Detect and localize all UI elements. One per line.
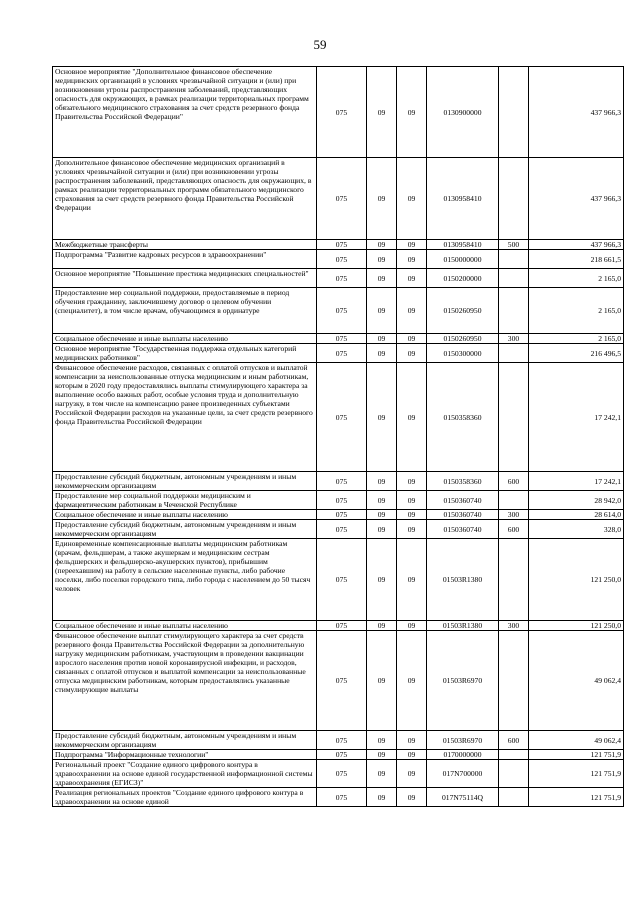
cell-ministry-code: 075 (317, 250, 367, 269)
cell-section: 09 (367, 621, 397, 631)
cell-target-article: 01503R1380 (427, 621, 499, 631)
cell-section: 09 (367, 491, 397, 510)
cell-subsection: 09 (397, 269, 427, 288)
cell-subsection: 09 (397, 363, 427, 472)
cell-name: Финансовое обеспечение расходов, связанных с оплатой отпусков и выплатой компенсации за неиспользованные отпуска медицинским и иным работникам, которым в 2020 году предоставлялись выплаты стимулирующего характера за выполнение особо важных работ, особые условия труда и дополнительную нагрузку, в том числе на компенсацию ранее произведенных субъектами Российской Федерации расходов на указанные цели, за счет средств резервного фонда Правительства Российской Федерации (53, 363, 317, 472)
table-row (53, 269, 624, 288)
cell-amount: 121 751,9 (529, 750, 624, 760)
cell-target-article: 0150300000 (427, 344, 499, 363)
cell-expense-type: 300 (499, 510, 529, 520)
cell-name: Предоставление мер социальной поддержки медицинским и фармацевтическим работникам в Чеченской Республике (53, 491, 317, 510)
table-row (53, 344, 624, 363)
cell-expense-type (499, 67, 529, 158)
cell-section: 09 (367, 344, 397, 363)
cell-expense-type (499, 750, 529, 760)
cell-amount: 28 614,0 (529, 510, 624, 520)
cell-amount: 218 661,5 (529, 250, 624, 269)
cell-name: Межбюджетные трансферты (53, 240, 317, 250)
cell-name: Предоставление субсидий бюджетным, автономным учреждениям и иным некоммерческим организациям (53, 472, 317, 491)
cell-amount: 2 165,0 (529, 334, 624, 344)
table-row (53, 472, 624, 491)
cell-subsection: 09 (397, 344, 427, 363)
cell-subsection: 09 (397, 731, 427, 750)
cell-name: Социальное обеспечение и иные выплаты населению (53, 621, 317, 631)
cell-section: 09 (367, 67, 397, 158)
cell-amount: 121 751,9 (529, 788, 624, 807)
cell-ministry-code: 075 (317, 539, 367, 621)
cell-section: 09 (367, 631, 397, 731)
cell-amount: 437 966,3 (529, 240, 624, 250)
cell-section: 09 (367, 269, 397, 288)
table-row (53, 158, 624, 240)
cell-subsection: 09 (397, 621, 427, 631)
cell-name: Единовременные компенсационные выплаты медицинским работникам (врачам, фельдшерам, а также акушеркам и медицинским сестрам фельдшерских и фельдшерско-акушерских пунктов), прибывшим (переехавшим) на работу в сельские населенные пункты, либо рабочие поселки, либо поселки городского типа, либо города с населением до 50 тысяч человек (53, 539, 317, 621)
cell-subsection: 09 (397, 510, 427, 520)
cell-subsection: 09 (397, 250, 427, 269)
table-row (53, 750, 624, 760)
cell-expense-type: 600 (499, 520, 529, 539)
cell-name: Основное мероприятие "Повышение престижа медицинских специальностей" (53, 269, 317, 288)
cell-ministry-code: 075 (317, 491, 367, 510)
cell-section: 09 (367, 250, 397, 269)
table-row (53, 510, 624, 520)
cell-target-article: 017N75114Q (427, 788, 499, 807)
cell-target-article: 0130958410 (427, 158, 499, 240)
cell-subsection: 09 (397, 520, 427, 539)
cell-expense-type (499, 344, 529, 363)
table-row (53, 539, 624, 621)
cell-ministry-code: 075 (317, 363, 367, 472)
cell-section: 09 (367, 510, 397, 520)
cell-subsection: 09 (397, 750, 427, 760)
cell-subsection: 09 (397, 334, 427, 344)
cell-expense-type: 300 (499, 334, 529, 344)
cell-amount: 2 165,0 (529, 288, 624, 334)
cell-amount: 121 250,0 (529, 621, 624, 631)
cell-name: Подпрограмма "Развитие кадровых ресурсов в здравоохранении" (53, 250, 317, 269)
cell-amount: 121 250,0 (529, 539, 624, 621)
cell-name: Дополнительное финансовое обеспечение медицинских организаций в условиях чрезвычайной ситуации и (или) при возникновении угрозы распространения заболеваний, представляющих опасность для окружающих, в рамках реализации территориальных программ обязательного медицинского страхования за счет средств резервного фонда Правительства Российской Федерации (53, 158, 317, 240)
cell-subsection: 09 (397, 788, 427, 807)
cell-amount: 121 751,9 (529, 760, 624, 788)
cell-target-article: 0150200000 (427, 269, 499, 288)
cell-expense-type (499, 269, 529, 288)
cell-subsection: 09 (397, 158, 427, 240)
cell-subsection: 09 (397, 539, 427, 621)
table-row (53, 240, 624, 250)
cell-target-article: 0150000000 (427, 250, 499, 269)
table-row (53, 363, 624, 472)
cell-expense-type: 600 (499, 472, 529, 491)
page-number: 59 (313, 37, 327, 52)
cell-name: Региональный проект "Создание единого цифрового контура в здравоохранении на основе единой государственной информационной системы здравоохранения (ЕГИСЗ)" (53, 760, 317, 788)
cell-ministry-code: 075 (317, 344, 367, 363)
cell-section: 09 (367, 539, 397, 621)
cell-target-article: 017N700000 (427, 760, 499, 788)
cell-target-article: 01503R1380 (427, 539, 499, 621)
cell-ministry-code: 075 (317, 621, 367, 631)
cell-section: 09 (367, 363, 397, 472)
cell-amount: 28 942,0 (529, 491, 624, 510)
table-row (53, 491, 624, 510)
cell-expense-type: 300 (499, 621, 529, 631)
cell-name: Основное мероприятие "Государственная поддержка отдельных категорий медицинских работников" (53, 344, 317, 363)
cell-ministry-code: 075 (317, 67, 367, 158)
cell-name: Социальное обеспечение и иные выплаты населению (53, 510, 317, 520)
cell-expense-type (499, 539, 529, 621)
table-row (53, 288, 624, 334)
cell-ministry-code: 075 (317, 510, 367, 520)
table-row (53, 520, 624, 539)
cell-expense-type (499, 288, 529, 334)
cell-amount: 216 496,5 (529, 344, 624, 363)
cell-target-article: 01503R6970 (427, 631, 499, 731)
cell-expense-type (499, 491, 529, 510)
cell-name: Предоставление субсидий бюджетным, автономным учреждениям и иным некоммерческим организациям (53, 520, 317, 539)
cell-target-article: 0150358360 (427, 363, 499, 472)
cell-subsection: 09 (397, 67, 427, 158)
cell-name: Реализация региональных проектов "Создание единого цифрового контура в здравоохранении на основе единой (53, 788, 317, 807)
cell-section: 09 (367, 288, 397, 334)
cell-section: 09 (367, 520, 397, 539)
cell-target-article: 0130900000 (427, 67, 499, 158)
cell-expense-type (499, 158, 529, 240)
cell-amount: 17 242,1 (529, 363, 624, 472)
table-row (53, 334, 624, 344)
cell-ministry-code: 075 (317, 750, 367, 760)
cell-section: 09 (367, 158, 397, 240)
cell-target-article: 0150260950 (427, 288, 499, 334)
cell-section: 09 (367, 788, 397, 807)
cell-target-article: 0130958410 (427, 240, 499, 250)
table-row (53, 631, 624, 731)
cell-expense-type (499, 631, 529, 731)
cell-ministry-code: 075 (317, 788, 367, 807)
cell-section: 09 (367, 334, 397, 344)
cell-amount: 2 165,0 (529, 269, 624, 288)
cell-amount: 49 062,4 (529, 731, 624, 750)
cell-section: 09 (367, 472, 397, 491)
budget-table (52, 66, 624, 807)
cell-amount: 49 062,4 (529, 631, 624, 731)
cell-expense-type (499, 363, 529, 472)
cell-ministry-code: 075 (317, 760, 367, 788)
cell-section: 09 (367, 240, 397, 250)
cell-name: Основное мероприятие "Дополнительное финансовое обеспечение медицинских организаций в условиях чрезвычайной ситуации и (или) при возникновении угрозы распространения заболеваний, представляющих опасность для окружающих, в рамках реализации территориальных программ обязательного медицинского страхования за счет средств резервного фонда Правительства Российской Федерации" (53, 67, 317, 158)
cell-expense-type (499, 250, 529, 269)
cell-ministry-code: 075 (317, 240, 367, 250)
cell-amount: 328,0 (529, 520, 624, 539)
cell-subsection: 09 (397, 760, 427, 788)
cell-name: Подпрограмма "Информационные технологии" (53, 750, 317, 760)
cell-ministry-code: 075 (317, 520, 367, 539)
cell-ministry-code: 075 (317, 472, 367, 491)
cell-expense-type (499, 760, 529, 788)
cell-subsection: 09 (397, 491, 427, 510)
cell-amount: 437 966,3 (529, 158, 624, 240)
table-row (53, 67, 624, 158)
table-row (53, 788, 624, 807)
cell-ministry-code: 075 (317, 269, 367, 288)
cell-expense-type: 600 (499, 731, 529, 750)
cell-ministry-code: 075 (317, 158, 367, 240)
cell-section: 09 (367, 731, 397, 750)
cell-expense-type: 500 (499, 240, 529, 250)
cell-target-article: 0150360740 (427, 510, 499, 520)
table-row (53, 731, 624, 750)
cell-target-article: 0170000000 (427, 750, 499, 760)
cell-ministry-code: 075 (317, 731, 367, 750)
cell-target-article: 01503R6970 (427, 731, 499, 750)
cell-subsection: 09 (397, 631, 427, 731)
table-row (53, 250, 624, 269)
table-row (53, 621, 624, 631)
table-row (53, 760, 624, 788)
cell-name: Социальное обеспечение и иные выплаты населению (53, 334, 317, 344)
cell-target-article: 0150358360 (427, 472, 499, 491)
cell-ministry-code: 075 (317, 631, 367, 731)
cell-ministry-code: 075 (317, 288, 367, 334)
cell-name: Предоставление мер социальной поддержки, предоставляемые в период обучения гражданину, заключившему договор о целевом обучении (специалитет), в том числе врачам, обучающимся в ординатуре (53, 288, 317, 334)
cell-section: 09 (367, 760, 397, 788)
cell-subsection: 09 (397, 240, 427, 250)
cell-target-article: 0150360740 (427, 520, 499, 539)
cell-amount: 17 242,1 (529, 472, 624, 491)
cell-name: Финансовое обеспечение выплат стимулирующего характера за счет средств резервного фонда Правительства Российской Федерации за дополнительную нагрузку медицинским работникам, участвующим в проведении вакцинации взрослого населения против новой коронавирусной инфекции, и расходов, связанных с оплатой отпусков и выплатой компенсации за неиспользованные отпуска медицинским работникам, которым предоставлялись указанные стимулирующие выплаты (53, 631, 317, 731)
cell-target-article: 0150360740 (427, 491, 499, 510)
cell-amount: 437 966,3 (529, 67, 624, 158)
cell-subsection: 09 (397, 288, 427, 334)
cell-name: Предоставление субсидий бюджетным, автономным учреждениям и иным некоммерческим организациям (53, 731, 317, 750)
cell-section: 09 (367, 750, 397, 760)
cell-subsection: 09 (397, 472, 427, 491)
cell-expense-type (499, 788, 529, 807)
cell-ministry-code: 075 (317, 334, 367, 344)
cell-target-article: 0150260950 (427, 334, 499, 344)
